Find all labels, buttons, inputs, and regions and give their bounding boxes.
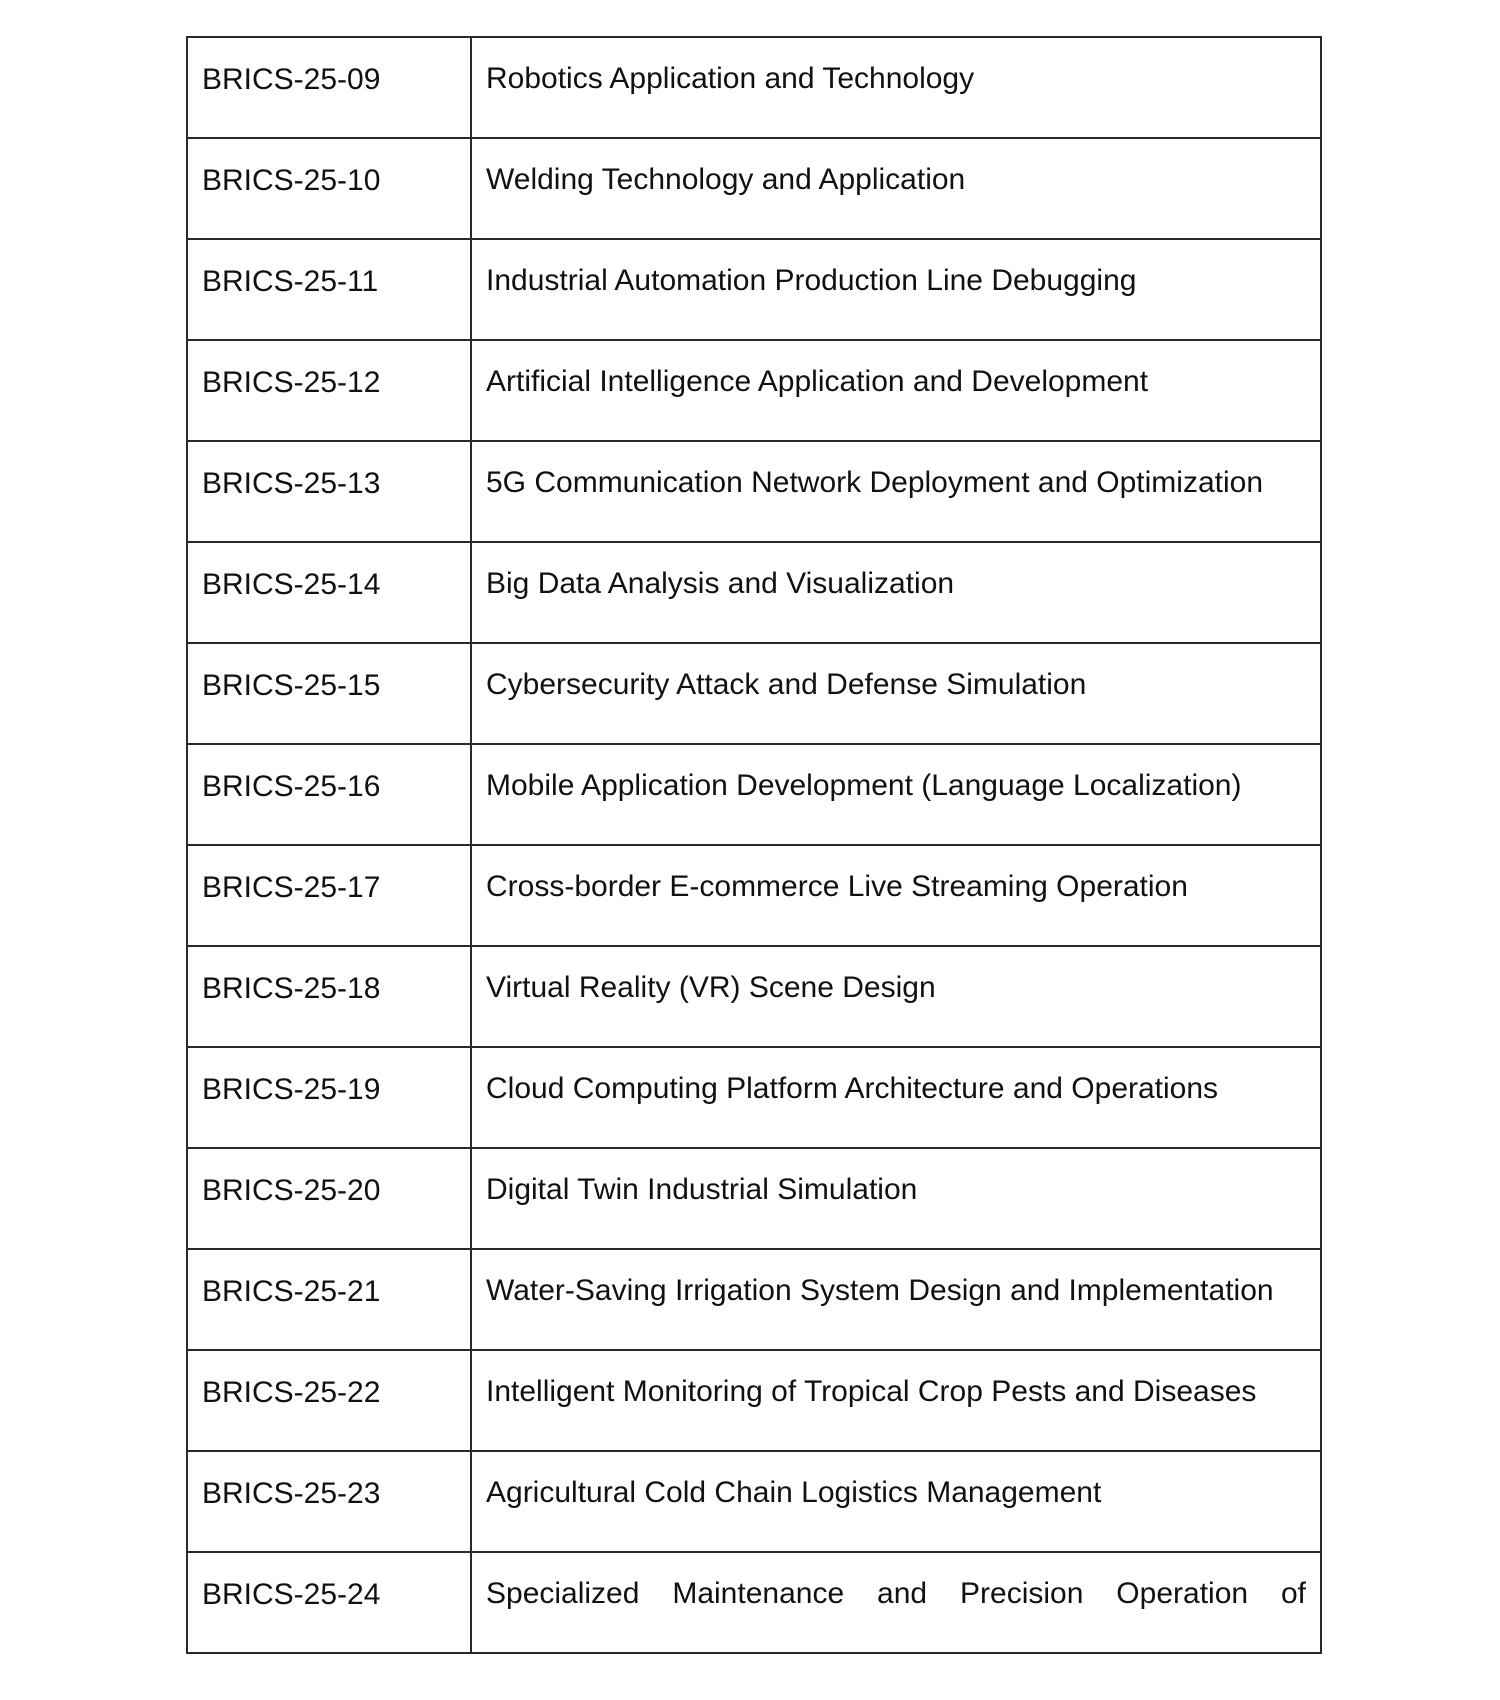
item-name: Cybersecurity Attack and Defense Simulation — [486, 668, 1087, 701]
item-name: Virtual Reality (VR) Scene Design — [486, 971, 936, 1004]
item-code: BRICS-25-15 — [202, 669, 381, 702]
table-row — [187, 239, 1321, 340]
item-name: Industrial Automation Production Line Debugging — [486, 264, 1137, 297]
item-name: Mobile Application Development (Language Localization) — [486, 769, 1242, 802]
item-name-cell — [471, 1552, 1321, 1653]
item-name-cell — [471, 744, 1321, 845]
item-name-cell — [471, 845, 1321, 946]
item-name: Robotics Application and Technology — [486, 62, 975, 95]
item-name-cell — [471, 239, 1321, 340]
table-row — [187, 138, 1321, 239]
table-row — [187, 1249, 1321, 1350]
item-name: Intelligent Monitoring of Tropical Crop Pests and Diseases — [486, 1375, 1257, 1408]
item-name-cell — [471, 542, 1321, 643]
table-row — [187, 1047, 1321, 1148]
item-code-cell — [187, 37, 471, 138]
item-code-cell — [187, 1249, 471, 1350]
item-code-cell — [187, 542, 471, 643]
item-code: BRICS-25-20 — [202, 1174, 381, 1207]
item-code: BRICS-25-14 — [202, 568, 381, 601]
table-row — [187, 1350, 1321, 1451]
item-code-cell — [187, 946, 471, 1047]
item-code-cell — [187, 138, 471, 239]
item-code-cell — [187, 340, 471, 441]
item-name: Agricultural Cold Chain Logistics Management — [486, 1476, 1102, 1509]
item-name-cell — [471, 1451, 1321, 1552]
item-name: Water-Saving Irrigation System Design and Implementation — [486, 1274, 1274, 1307]
item-code: BRICS-25-24 — [202, 1578, 381, 1611]
item-name: Big Data Analysis and Visualization — [486, 567, 955, 600]
item-name: Cross-border E-commerce Live Streaming Operation — [486, 870, 1188, 903]
item-name-cell — [471, 138, 1321, 239]
item-name: 5G Communication Network Deployment and Optimization — [486, 466, 1263, 499]
item-name-cell — [471, 1249, 1321, 1350]
table-row — [187, 1451, 1321, 1552]
item-code: BRICS-25-09 — [202, 63, 381, 96]
item-code: BRICS-25-22 — [202, 1376, 381, 1409]
item-name-cell — [471, 643, 1321, 744]
item-code: BRICS-25-16 — [202, 770, 381, 803]
item-code: BRICS-25-19 — [202, 1073, 381, 1106]
item-code-cell — [187, 845, 471, 946]
item-name-cell — [471, 340, 1321, 441]
item-code-cell — [187, 1350, 471, 1451]
item-code: BRICS-25-23 — [202, 1477, 381, 1510]
item-code-cell — [187, 239, 471, 340]
item-code-cell — [187, 744, 471, 845]
item-code: BRICS-25-18 — [202, 972, 381, 1005]
item-name-cell — [471, 441, 1321, 542]
item-name: Artificial Intelligence Application and Development — [486, 365, 1149, 398]
table-row — [187, 744, 1321, 845]
table-row — [187, 946, 1321, 1047]
table-row — [187, 441, 1321, 542]
item-name-cell — [471, 946, 1321, 1047]
table-row — [187, 1552, 1321, 1653]
table-row — [187, 1148, 1321, 1249]
item-code-cell — [187, 441, 471, 542]
item-name: Welding Technology and Application — [486, 163, 966, 196]
item-name-cell — [471, 1047, 1321, 1148]
table-row — [187, 37, 1321, 138]
item-code-cell — [187, 1552, 471, 1653]
item-code: BRICS-25-10 — [202, 164, 381, 197]
item-code: BRICS-25-12 — [202, 366, 381, 399]
item-code: BRICS-25-13 — [202, 467, 381, 500]
item-code-cell — [187, 1047, 471, 1148]
item-code-cell — [187, 1451, 471, 1552]
item-code: BRICS-25-17 — [202, 871, 381, 904]
table-row — [187, 340, 1321, 441]
item-name-cell — [471, 1350, 1321, 1451]
item-code: BRICS-25-11 — [202, 265, 379, 298]
table-row — [187, 845, 1321, 946]
competition-items-table — [186, 36, 1322, 1654]
item-code-cell — [187, 1148, 471, 1249]
item-name: Specialized Maintenance and Precision Operation of — [486, 1577, 1306, 1610]
item-name-cell — [471, 37, 1321, 138]
item-name: Cloud Computing Platform Architecture and Operations — [486, 1072, 1219, 1105]
item-name: Digital Twin Industrial Simulation — [486, 1173, 918, 1206]
item-name-cell — [471, 1148, 1321, 1249]
item-code-cell — [187, 643, 471, 744]
item-code: BRICS-25-21 — [202, 1275, 381, 1308]
table-row — [187, 542, 1321, 643]
table-row — [187, 643, 1321, 744]
